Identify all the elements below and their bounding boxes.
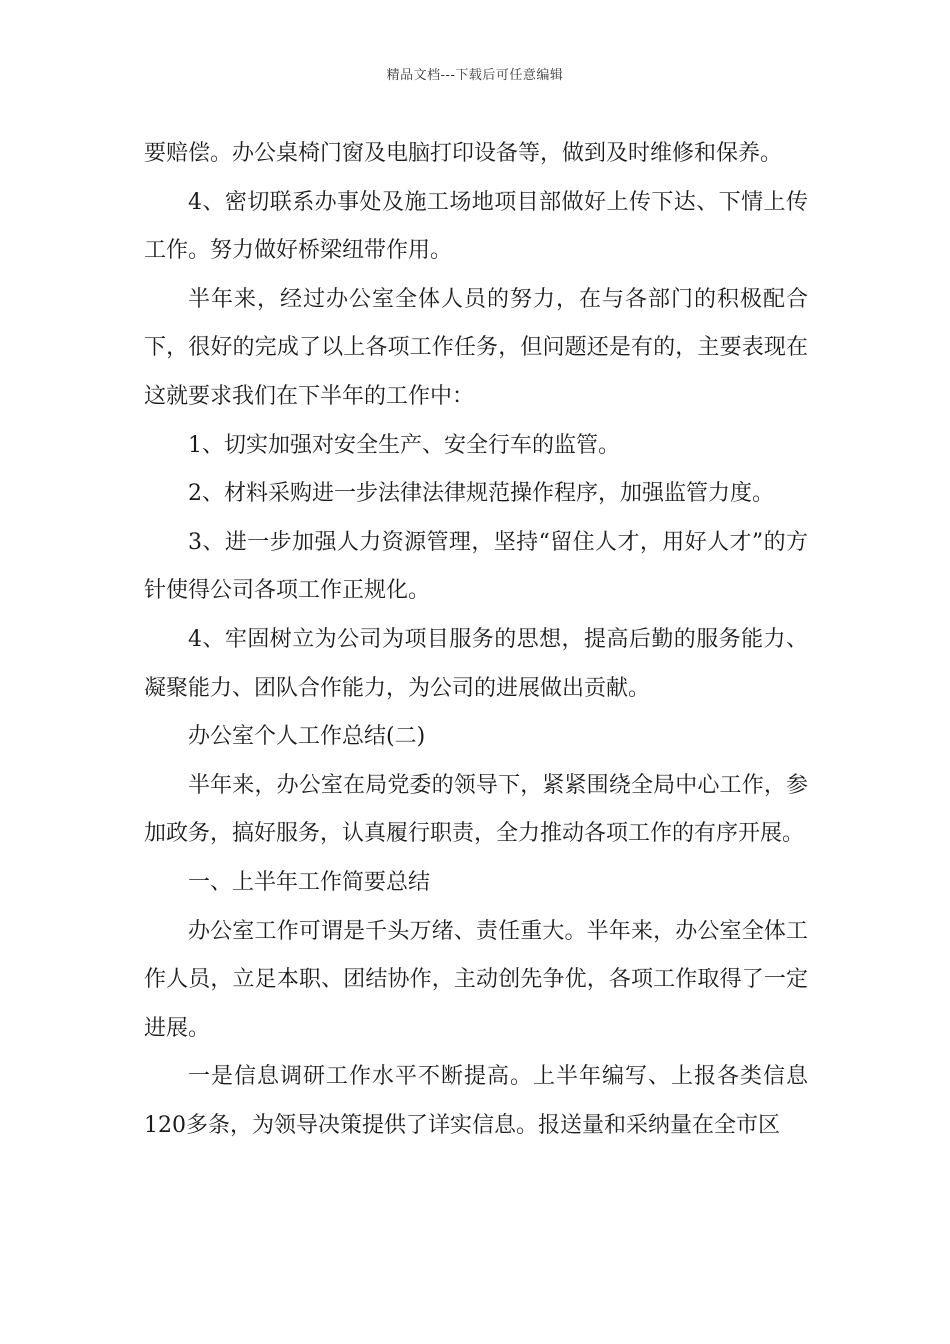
paragraph: 办公室工作可谓是千头万绪、责任重大。半年来，办公室全体工作人员，立足本职、团结协作，主动创先争优，各项工作取得了一定进展。	[144, 918, 808, 1041]
paragraph: 3、进一步加强人力资源管理，坚持“留住人才，用好人才”的方针使得公司各项工作正规化。	[144, 529, 808, 604]
paragraph: 2、材料采购进一步法律法律规范操作程序，加强监管力度。	[188, 481, 774, 507]
section-heading: 一、上半年工作简要总结	[188, 869, 431, 895]
paragraph: 半年来，经过办公室全体人员的努力，在与各部门的积极配合下，很好的完成了以上各项工作任务，但问题还是有的，主要表现在这就要求我们在下半年的工作中：	[144, 286, 808, 409]
page-header: 精品文档---下载后可任意编辑	[386, 68, 564, 83]
paragraph: 要赔偿。办公桌椅门窗及电脑打印设备等，做到及时维修和保养。	[144, 141, 783, 166]
section-title: 办公室个人工作总结(二)	[188, 724, 426, 750]
paragraph: 一是信息调研工作水平不断提高。上半年编写、上报各类信息120多条，为领导决策提供了详实信息。报送量和采纳量在全市区	[144, 1064, 808, 1138]
document-body	[144, 130, 808, 1150]
paragraph: 1、切实加强对安全生产、安全行车的监管。	[188, 432, 620, 458]
paragraph: 4、密切联系办事处及施工场地项目部做好上传下达、下情上传工作。努力做好桥梁纽带作用。	[144, 189, 808, 264]
paragraph: 半年来，办公室在局党委的领导下，紧紧围绕全局中心工作，参加政务，搞好服务，认真履行职责，全力推动各项工作的有序开展。	[144, 772, 808, 847]
paragraph: 4、牢固树立为公司为项目服务的思想，提高后勤的服务能力、凝聚能力、团队合作能力，为公司的进展做出贡献。	[144, 626, 808, 701]
